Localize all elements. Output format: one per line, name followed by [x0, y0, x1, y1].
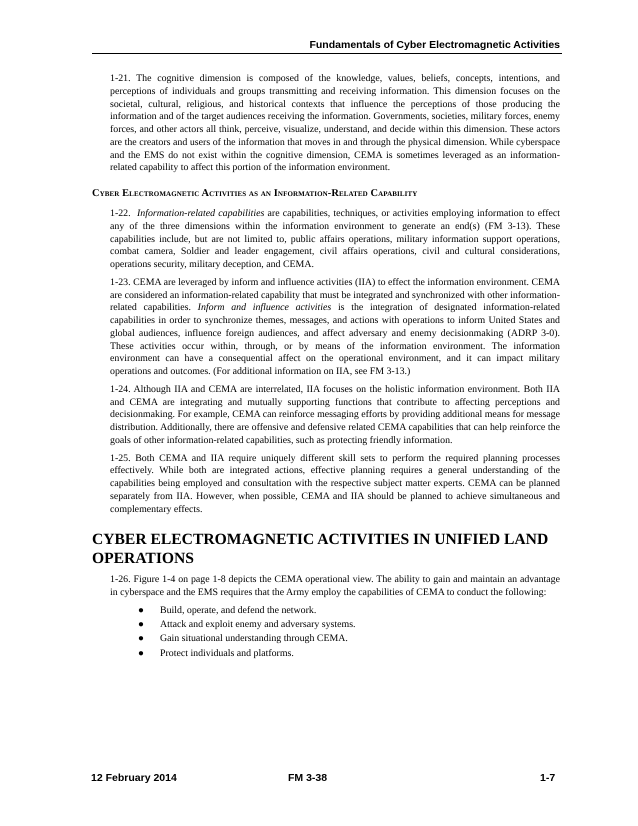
paragraph-1-25: 1-25. Both CEMA and IIA require uniquely different skill sets to perform the required planning processes effectively. While both are integrated actions, effective planning requires a general understanding of the capabilities being employed and consultation with the respective subject matter experts. CEMA can be planned separately from IIA. However, when possible, CEMA and IIA should be planned to achieve simultaneous and complementary effects.	[110, 452, 560, 515]
list-item	[138, 619, 560, 632]
bullet-icon: ●	[138, 647, 144, 659]
paragraph-text: 1-23. CEMA are leveraged by inform and influence activities (IIA) to effect the information environment. CEMA are considered an information-related capability that must be integrated and synchronized with other information-related capabilities.	[110, 276, 560, 314]
paragraph-1-22	[110, 208, 560, 272]
paragraph-1-23	[110, 277, 560, 379]
header-rule	[92, 53, 562, 54]
paragraph-text: is the integration of designated information-related capabilities in order to synchronize themes, messages, and actions with operations to inform United States and global audiences, influence foreign audiences, and affect adversary and enemy decisionmaking (ADRP 3-0). These activities occur within, through, or by means of the information environment. The information environment can have a consequential affect on the operational environment, and it can impact military operations and outcomes. (For additional information on IIA, see FM 3-13.)	[110, 302, 560, 377]
defined-term: Information-related capabilities	[136, 208, 265, 219]
running-header: Fundamentals of Cyber Electromagnetic Activities	[309, 39, 560, 51]
paragraph-1-24: 1-24. Although IIA and CEMA are interrelated, IIA focuses on the holistic information environment. Both IIA and CEMA are integrating and mutually supporting functions that contribute to affecting perceptions and decisionmaking. For example, CEMA can reinforce messaging efforts by providing additional means for message distribution. Additionally, there are offensive and defensive related CEMA capabilities that can help reinforce the goals of other information-related capabilities, such as protecting friendly information.	[110, 383, 560, 446]
bullet-icon: ●	[138, 633, 144, 645]
footer-date: 12 February 2014	[91, 772, 177, 784]
footer-page-number: 1-7	[540, 772, 556, 784]
bullet-list	[110, 605, 560, 661]
list-item	[138, 605, 560, 618]
list-item-text: Gain situational understanding through CEMA.	[160, 633, 348, 645]
paragraph-1-21: 1-21. The cognitive dimension is composed of the knowledge, values, beliefs, concepts, intentions, and perceptions of individuals and groups transmitting and receiving information. This dimension focuses on the societal, cultural, religious, and historical contexts that influence the perceptions of those producing the information and of the target audiences receiving the information. Governments, societies, military forces, enemy forces, and other actors all think, perceive, visualize, understand, and decide within this dimension. These actors are the creators and users of the information that moves in and through the physical dimension. While cyberspace and the EMS do not exist within the cognitive dimension, CEMA is sometimes leveraged as an information-related capability to affect this portion of the information environment.	[110, 73, 560, 174]
section-heading: Cyber Electromagnetic Activities as an Information-Related Capability	[92, 188, 418, 199]
list-item-text: Protect individuals and platforms.	[160, 647, 294, 659]
list-item	[138, 633, 560, 646]
list-item	[138, 648, 560, 661]
bullet-icon: ●	[138, 604, 144, 616]
defined-term: Inform and influence activities	[197, 302, 332, 314]
list-item-text: Attack and exploit enemy and adversary systems.	[160, 619, 356, 630]
paragraph-text: are capabilities, techniques, or activities employing information to effect any of the three dimensions within the information environment to generate an end(s) (FM 3-13). These capabilities include, but are not limited to, public affairs operations, military information support operations, combat camera, Soldier and leader engagement, civil affairs operations, civil and cultural considerations, operations security, military deception, and CEMA.	[110, 208, 561, 270]
paragraph-1-26: 1-26. Figure 1-4 on page 1-8 depicts the CEMA operational view. The ability to gain and maintain an advantage in cyberspace and the EMS requires that the Army employ the capabilities of CEMA to conduct the following:	[110, 574, 560, 598]
footer-manual-number: FM 3-38	[288, 772, 328, 784]
paragraph-number: 1-22.	[110, 208, 131, 219]
chapter-heading: CYBER ELECTROMAGNETIC ACTIVITIES IN UNIFIED LAND OPERATIONS	[92, 531, 549, 568]
page-body	[92, 73, 561, 662]
list-item-text: Build, operate, and defend the network.	[160, 604, 317, 616]
bullet-icon: ●	[138, 619, 144, 630]
